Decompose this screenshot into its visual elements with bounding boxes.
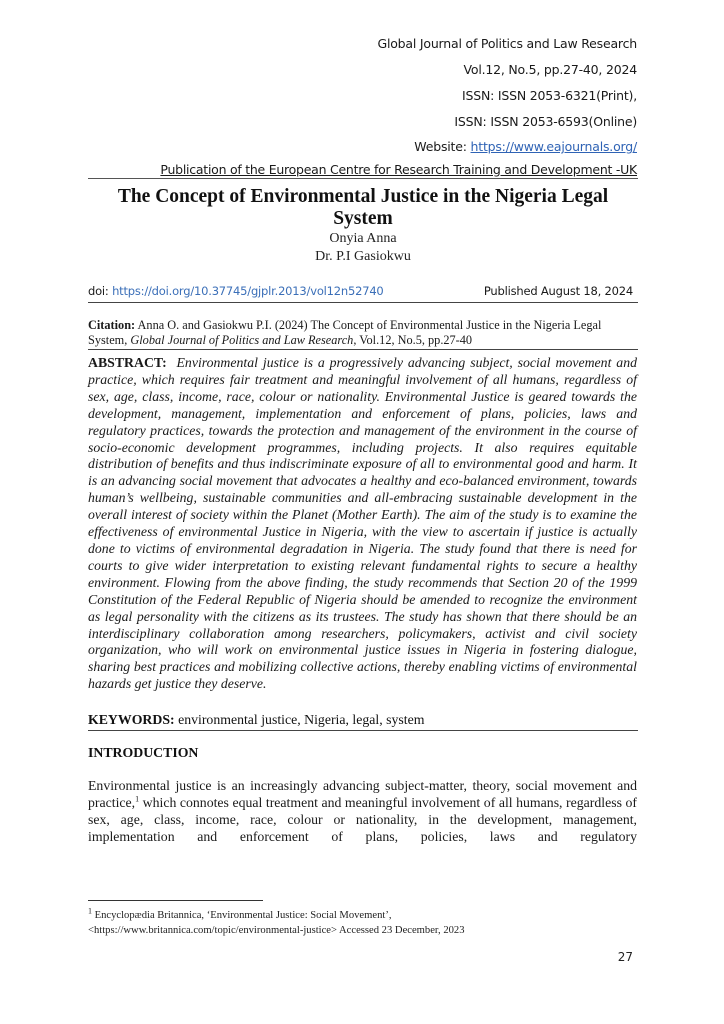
citation-rule [88,349,638,350]
intro-text-start: Environmental justice is an increasingly advancing subject-matter, theory, social movement and practice, [88,778,637,810]
abstract [88,355,637,693]
introduction-paragraph [88,778,637,846]
doi-row [88,284,633,298]
issn-online: ISSN: ISSN 2053-6593(Online) [454,114,637,129]
doi-label: doi: [88,284,113,298]
keywords [88,712,640,728]
abstract-text: Environmental justice is a progressively advancing subject, social movement and practice, which requires fair treatment and meaningful involvement of all humans, regardless of sex, age, class, income, race, colour or nationality. Environmental Justice is geared towards the development, management, implementation and enforcement of plans, policies, laws and regulatory practices, towards the protection and management of the environment in the course of socio-economic development programmes, including projects. It also requires equitable distribution of benefits and thus indiscriminate exposure of all to environmental good and harm. It is an advancing social movement that advocates a healthy and eco-balanced environment, towards human’s wellbeing, sustainable communities and all-embracing sustainable development in the overall interest of society within the Planet (Mother Earth). The aim of the study is to examine the effectiveness of environmental Justice in Nigeria, with the view to ascertain if justice is actually done to victims of environmental degradation in Nigeria. The study found that there is need for courts to give wider interpretation to existing relevant fundamental rights to secure a healthy environment. Flowing from the above finding, the study recommends that Section 20 of the 1999 Constitution of the Federal Republic of Nigeria should be amended to recognize the environment as legal personality with the citizens as its trustees. The study has shown that there should be an interdisciplinary collaboration among researchers, policymakers, activist and civil society organization, who will work on environmental justice issues in Nigeria in fostering dialogue, sharing best practices and mobilizing collective actions, thereby enabling victims of environmental hazards get justice they deserve. [88,355,637,692]
footnote-rule [88,900,263,901]
footnote [88,906,465,938]
abstract-label: ABSTRACT: [88,355,167,370]
citation-text: Anna O. and Gasiokwu P.I. (2024) The Concept of Environmental Justice in the Nigeria Legal System, [88,318,602,347]
page-number: 27 [617,950,633,964]
keywords-label: KEYWORDS: [88,712,175,727]
footnote-number: 1 [88,906,92,916]
citation-tail: , Vol.12, No.5, pp.27-40 [353,333,473,347]
issn-print: ISSN: ISSN 2053-6321(Print), [462,88,637,103]
author-1: Onyia Anna [329,231,397,246]
introduction-heading: INTRODUCTION [88,745,199,760]
website-label: Website: [414,139,471,154]
article-title: The Concept of Environmental Justice in the Nigeria Legal System [117,186,609,229]
journal-volume: Vol.12, No.5, pp.27-40, 2024 [463,62,637,77]
website-link[interactable]: https://www.eajournals.org/ [470,139,637,154]
published-date: Published August 18, 2024 [483,284,633,298]
publisher-line: Publication of the European Centre for Research Training and Development -UK [160,162,637,177]
citation-journal: Global Journal of Politics and Law Research [130,333,354,347]
footnote-source: Encyclopædia Britannica, ‘Environmental Justice: Social Movement’, [92,910,392,921]
footnote-line-1 [88,906,465,924]
header-rule [88,178,638,179]
keywords-text: environmental justice, Nigeria, legal, system [174,712,425,727]
citation [88,318,640,348]
intro-text-rest: which connotes equal treatment and meaningful involvement of all humans, regardless of sex, age, class, income, race, colour or nationality, in the development, management, implementation and enforcement of plans, policies, laws and regulatory [88,794,637,844]
keywords-rule [88,730,638,731]
doi-rule [88,302,638,303]
author-2: Dr. P.I Gasiokwu [315,249,411,264]
doi-link[interactable]: https://doi.org/10.37745/gjplr.2013/vol12n52740 [112,284,384,298]
website-line [414,139,637,154]
footnote-line-2: <https://www.britannica.com/topic/environmental-justice> Accessed 23 December, 2023 [88,924,465,936]
footnote-ref[interactable]: 1 [135,794,140,804]
journal-name: Global Journal of Politics and Law Research [377,36,637,51]
citation-label: Citation: [88,318,136,332]
